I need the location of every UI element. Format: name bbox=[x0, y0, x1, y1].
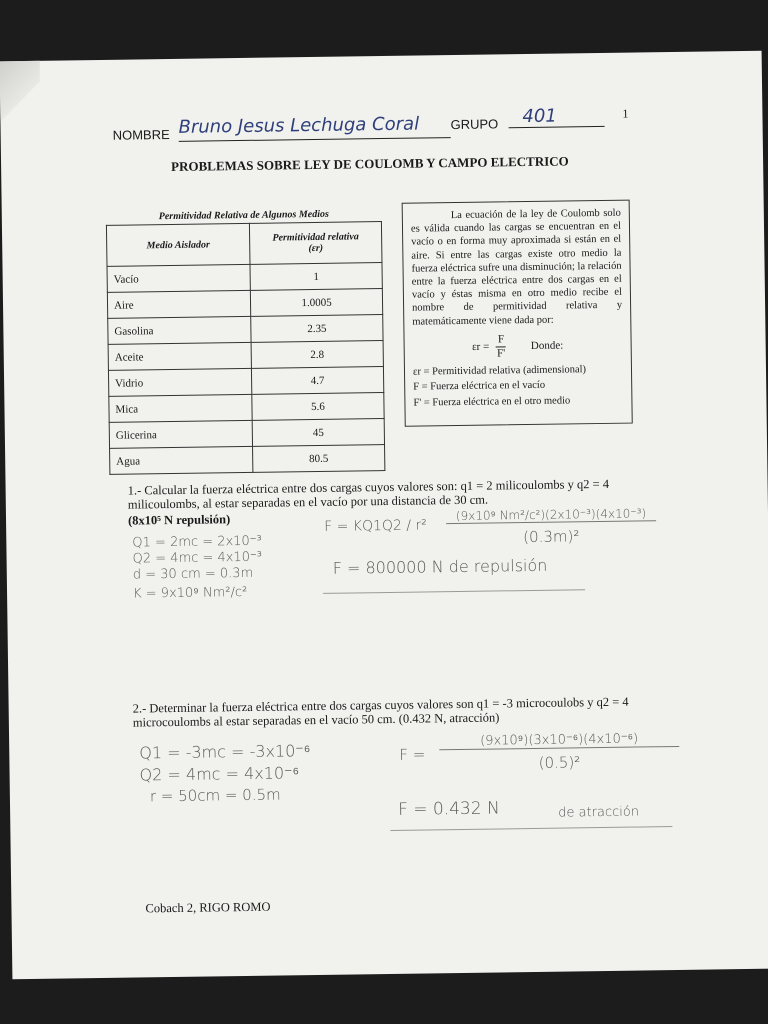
nombre-value: Bruno Jesus Lechuga Coral bbox=[178, 113, 450, 142]
valor-cell: 1 bbox=[250, 263, 382, 291]
valor-cell: 45 bbox=[252, 419, 384, 447]
p2-hand-formula-lhs: F = bbox=[399, 745, 426, 764]
problem1-answer: (8x10⁵ N repulsión) bbox=[127, 512, 231, 528]
grupo-value: 401 bbox=[508, 105, 604, 128]
p2-hand-r: r = 50cm = 0.5m bbox=[149, 785, 281, 806]
valor-cell: 1.0005 bbox=[250, 289, 382, 317]
permittivity-table bbox=[106, 208, 386, 475]
table-row bbox=[108, 367, 383, 397]
table-row bbox=[109, 393, 384, 423]
p1-hand-formula-den: (0.3m)² bbox=[523, 527, 580, 547]
valor-cell: 80.5 bbox=[253, 445, 385, 473]
col-permitividad-header bbox=[249, 222, 382, 265]
table-header-row bbox=[106, 222, 382, 267]
p2-hand-q2: Q2 = 4mc = 4x10⁻⁶ bbox=[139, 763, 300, 785]
p2-hand-result-tail: de atracción bbox=[558, 804, 640, 821]
medio-cell: Agua bbox=[110, 446, 253, 474]
definitions bbox=[413, 363, 624, 410]
medio-cell: Aceite bbox=[108, 342, 251, 370]
formula-fraction bbox=[496, 333, 507, 361]
def-permitividad: εr = Permitividad relativa (adimensional) bbox=[412, 364, 587, 378]
p2-hand-formula-den: (0.5)² bbox=[538, 753, 581, 772]
p1-hand-q1: Q1 = 2mc = 2x10⁻³ bbox=[132, 533, 262, 551]
table-row bbox=[109, 419, 384, 449]
valor-cell: 4.7 bbox=[251, 367, 383, 395]
table-row bbox=[110, 445, 385, 475]
medio-cell: Mica bbox=[109, 394, 252, 422]
info-text: La ecuación de la ley de Coulomb solo es válida cuando las cargas se encuentran en el vacío o en forma muy aproximada si están en el aire. Si entre las cargas existe otro medio la fuerza eléctrica sufre una disminución; la relación entre la fuerza eléctrica entre dos cargas en el vacío y éstas misma en otro medio recibe el nombre de permitividad relativa y matemáticamente viene dada por: bbox=[410, 207, 623, 328]
p1-result-underline bbox=[323, 589, 585, 594]
p1-hand-q2: Q2 = 4mc = 4x10⁻³ bbox=[132, 549, 263, 567]
folded-corner bbox=[0, 61, 40, 122]
paper-sheet bbox=[0, 51, 768, 980]
table-row bbox=[108, 315, 383, 345]
page-number: 1 bbox=[622, 106, 629, 121]
p2-hand-formula-num: (9x10⁹)(3x10⁻⁶)(4x10⁻⁶) bbox=[439, 730, 679, 750]
p2-hand-result: F = 0.432 N bbox=[397, 798, 500, 820]
donde-label: Donde: bbox=[530, 339, 564, 353]
p2-hand-q1: Q1 = -3mc = -3x10⁻⁶ bbox=[139, 741, 311, 763]
table-row bbox=[107, 263, 382, 293]
table-row bbox=[108, 341, 383, 371]
page-title: PROBLEMAS SOBRE LEY DE COULOMB Y CAMPO ELECTRICO bbox=[171, 153, 569, 174]
table-row bbox=[107, 289, 382, 319]
permittivity-formula bbox=[412, 332, 622, 362]
medio-cell: Vidrio bbox=[108, 368, 251, 396]
table-caption: Permitividad Relativa de Algunos Medios bbox=[158, 208, 329, 223]
medio-cell: Vacío bbox=[107, 264, 250, 292]
formula-lhs: εr = bbox=[471, 340, 490, 353]
footer-text: Cobach 2, RIGO ROMO bbox=[145, 899, 271, 916]
medio-cell: Glicerina bbox=[109, 420, 252, 448]
problem1-text: 1.- Calcular la fuerza eléctrica entre dos cargas cuyos valores son: q1 = 2 milicoulombs y q2 = 4 milicoulombs, al estar separadas en el vacío por una distancia de 30 cm. bbox=[127, 476, 610, 512]
def-fuerza-medio: F' = Fuerza eléctrica en el otro medio bbox=[413, 395, 571, 409]
valor-cell: 5.6 bbox=[252, 393, 384, 421]
nombre-label: NOMBRE bbox=[112, 126, 170, 143]
medio-cell: Gasolina bbox=[108, 316, 251, 344]
formula-denominator: F' bbox=[497, 347, 506, 360]
p1-hand-formula-lhs: F = KQ1Q2 / r² bbox=[324, 517, 427, 535]
col-permitividad-symbol: (εr) bbox=[308, 242, 324, 255]
formula-numerator: F bbox=[496, 333, 506, 347]
col-medio-header: Medio Aislador bbox=[106, 223, 250, 266]
def-fuerza-vacio: F = Fuerza eléctrica en el vacío bbox=[413, 380, 546, 394]
coulomb-info-box bbox=[402, 200, 633, 427]
grupo-label: GRUPO bbox=[450, 116, 499, 133]
valor-cell: 2.8 bbox=[251, 341, 383, 369]
p1-hand-formula-num: (9x10⁹ Nm²/c²)(2x10⁻³)(4x10⁻³) bbox=[446, 506, 656, 524]
p1-hand-d: d = 30 cm = 0.3m bbox=[132, 565, 254, 583]
p1-hand-k: K = 9x10⁹ Nm²/c² bbox=[132, 584, 248, 602]
p2-result-underline bbox=[390, 826, 672, 831]
medio-cell: Aire bbox=[107, 290, 250, 318]
p1-hand-result: F = 800000 N de repulsión bbox=[332, 555, 548, 578]
problem2-text: 2.- Determinar la fuerza eléctrica entre dos cargas cuyos valores son q1 = -3 microcoulobs y q2 = 4 microcoulombs al estar separadas en el vacío 50 cm. (0.432 N, atracción) bbox=[132, 694, 629, 730]
valor-cell: 2.35 bbox=[251, 315, 383, 343]
col-permitividad-label: Permitividad relativa bbox=[272, 231, 359, 244]
